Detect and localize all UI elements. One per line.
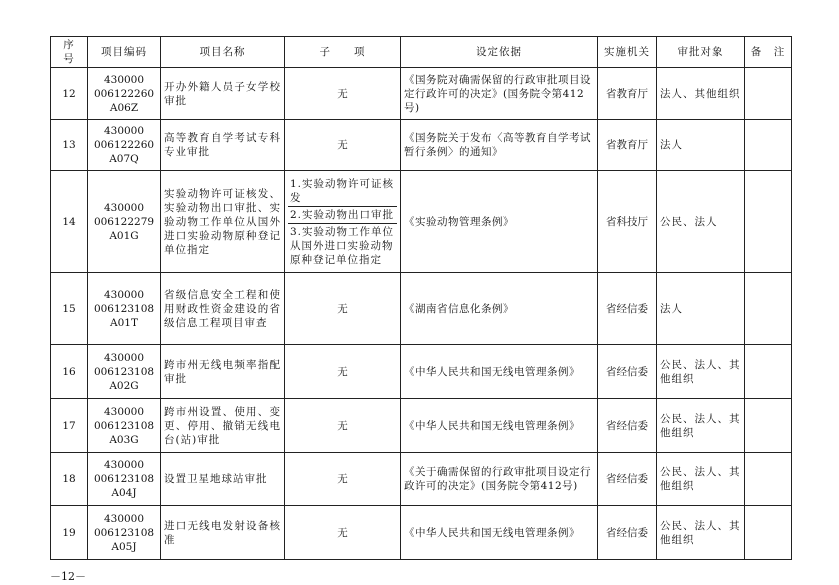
row-name: 高等教育自学考试专科专业审批 (161, 120, 285, 171)
row-basis: 《湖南省信息化条例》 (401, 273, 598, 345)
table-row (51, 506, 792, 560)
table-row (51, 273, 792, 345)
header-agency: 实施机关 (598, 37, 657, 68)
row-no: 16 (51, 345, 88, 399)
row-agency: 省经信委 (598, 345, 657, 399)
row-code: 430000 006123108 A03G (88, 399, 161, 453)
sub-item: 3.实验动物工作单位从国外进口实验动物原种登记单位指定 (290, 225, 395, 266)
row-sub: 无 (285, 399, 401, 453)
row-no: 12 (51, 68, 88, 120)
approval-items-table (50, 36, 792, 560)
row-name: 实验动物许可证核发、实验动物出口审批、实验动物工作单位从国外进口实验动物原种登记单位指定 (161, 171, 285, 273)
row-code: 430000 006123108 A01T (88, 273, 161, 345)
header-name: 项目名称 (161, 37, 285, 68)
row-note (745, 120, 792, 171)
table-row (51, 453, 792, 506)
row-name: 进口无线电发射设备核准 (161, 506, 285, 560)
row-no: 18 (51, 453, 88, 506)
row-name: 省级信息安全工程和使用财政性资金建设的省级信息工程项目审查 (161, 273, 285, 345)
row-agency: 省经信委 (598, 453, 657, 506)
table-row (51, 171, 792, 273)
row-name: 开办外籍人员子女学校审批 (161, 68, 285, 120)
row-agency: 省经信委 (598, 506, 657, 560)
row-agency: 省经信委 (598, 399, 657, 453)
sub-item: 2.实验动物出口审批 (288, 207, 397, 224)
row-no: 19 (51, 506, 88, 560)
row-note (745, 68, 792, 120)
row-sub: 无 (285, 453, 401, 506)
row-target: 法人 (657, 273, 745, 345)
row-note (745, 345, 792, 399)
row-code: 430000 006122260 A06Z (88, 68, 161, 120)
row-code: 430000 006123108 A02G (88, 345, 161, 399)
row-agency: 省教育厅 (598, 68, 657, 120)
row-basis: 《关于确需保留的行政审批项目设定行政许可的决定》(国务院令第412号) (401, 453, 598, 506)
row-target: 公民、法人、其他组织 (657, 345, 745, 399)
page-number: －12－ (50, 570, 86, 583)
row-sub: 无 (285, 345, 401, 399)
row-sub: 无 (285, 273, 401, 345)
row-name: 设置卫星地球站审批 (161, 453, 285, 506)
row-code: 430000 006122279 A01G (88, 171, 161, 273)
row-target: 公民、法人、其他组织 (657, 453, 745, 506)
table-row (51, 399, 792, 453)
row-basis: 《实验动物管理条例》 (401, 171, 598, 273)
row-basis: 《中华人民共和国无线电管理条例》 (401, 399, 598, 453)
row-no: 15 (51, 273, 88, 345)
header-basis: 设定依据 (401, 37, 598, 68)
row-target: 法人 (657, 120, 745, 171)
row-note (745, 171, 792, 273)
header-no: 序 号 (51, 37, 88, 68)
table-row (51, 68, 792, 120)
header-code: 项目编码 (88, 37, 161, 68)
row-sub-items (285, 171, 401, 273)
row-agency: 省经信委 (598, 273, 657, 345)
row-sub: 无 (285, 120, 401, 171)
header-row (51, 37, 792, 68)
row-no: 13 (51, 120, 88, 171)
row-basis: 《中华人民共和国无线电管理条例》 (401, 506, 598, 560)
row-sub: 无 (285, 506, 401, 560)
row-code: 430000 006122260 A07Q (88, 120, 161, 171)
row-code: 430000 006123108 A05J (88, 506, 161, 560)
row-target: 公民、法人、其他组织 (657, 399, 745, 453)
row-note (745, 453, 792, 506)
row-sub: 无 (285, 68, 401, 120)
row-basis: 《国务院关于发布〈高等教育自学考试暂行条例〉的通知》 (401, 120, 598, 171)
row-agency: 省科技厅 (598, 171, 657, 273)
table-row (51, 345, 792, 399)
row-no: 14 (51, 171, 88, 273)
row-no: 17 (51, 399, 88, 453)
row-note (745, 399, 792, 453)
row-code: 430000 006123108 A04J (88, 453, 161, 506)
row-target: 公民、法人、其他组织 (657, 506, 745, 560)
table-row (51, 120, 792, 171)
header-sub: 子 项 (285, 37, 401, 68)
header-note: 备 注 (745, 37, 792, 68)
row-basis: 《中华人民共和国无线电管理条例》 (401, 345, 598, 399)
header-target: 审批对象 (657, 37, 745, 68)
row-name: 跨市州设置、使用、变更、停用、撤销无线电台(站)审批 (161, 399, 285, 453)
row-name: 跨市州无线电频率指配审批 (161, 345, 285, 399)
row-target: 公民、法人 (657, 171, 745, 273)
sub-item: 1.实验动物许可证核发 (288, 176, 397, 207)
row-note (745, 506, 792, 560)
row-note (745, 273, 792, 345)
row-agency: 省教育厅 (598, 120, 657, 171)
row-basis: 《国务院对确需保留的行政审批项目设定行政许可的决定》(国务院令第412号) (401, 68, 598, 120)
row-target: 法人、其他组织 (657, 68, 745, 120)
